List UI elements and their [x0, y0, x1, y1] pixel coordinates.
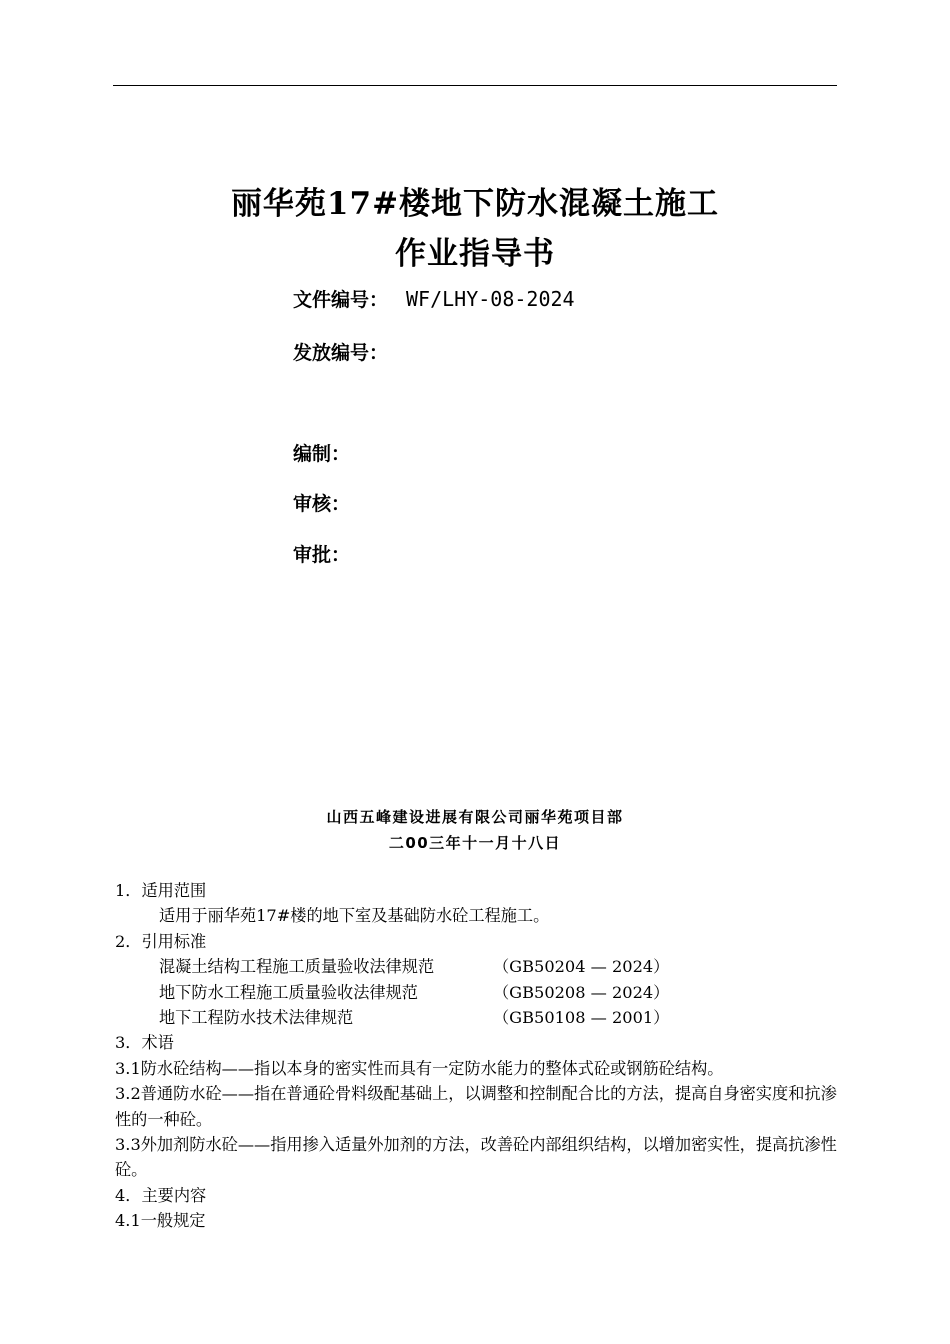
- doc-number-value: WF/LHY-08-2024: [406, 287, 575, 311]
- issue-date: 二00三年十一月十八日: [388, 834, 562, 852]
- reviewed-by-label: 审核：: [293, 493, 351, 515]
- header-rule: [113, 85, 837, 86]
- reference-name: 混凝土结构工程施工质量验收法律规范: [159, 957, 435, 977]
- section-3-heading: 3．术语: [115, 1033, 174, 1053]
- reference-item: [115, 1005, 837, 1030]
- term-3-2: 3.2普通防水砼——指在普通砼骨料级配基础上，以调整和控制配合比的方法，提高自身密实度和抗渗性的一种砼。: [115, 1084, 837, 1129]
- reference-name: 地下防水工程施工质量验收法律规范: [159, 982, 418, 1002]
- reference-name: 地下工程防水技术法律规范: [159, 1008, 354, 1028]
- reference-code: （GB50208 — 2024）: [493, 982, 670, 1002]
- doc-number-label: 文件编号：: [293, 289, 389, 311]
- section-1-text: 适用于丽华苑17#楼的地下室及基础防水砼工程施工。: [159, 906, 550, 926]
- document-body: [115, 878, 837, 1234]
- section-1-heading: 1．适用范围: [115, 881, 207, 900]
- reference-code: （GB50204 — 2024）: [493, 957, 670, 977]
- document-title-line1: 丽华苑17#楼地下防水混凝土施工: [230, 186, 720, 222]
- term-3-1: 3.1防水砼结构——指以本身的密实性而具有一定防水能力的整体式砼或钢筋砼结构。: [115, 1058, 724, 1078]
- subsection-4-1-heading: 4.1一般规定: [115, 1211, 206, 1231]
- reference-item: [115, 980, 837, 1005]
- issue-number-label: 发放编号：: [293, 342, 389, 364]
- doc-number-row: [293, 285, 575, 312]
- section-2-heading: 2．引用标准: [115, 931, 207, 951]
- reference-code: （GB50108 — 2001）: [493, 1008, 670, 1028]
- document-title-line2: 作业指导书: [395, 236, 555, 272]
- organization-name: 山西五峰建设进展有限公司丽华苑项目部: [326, 808, 624, 826]
- term-3-3: 3.3外加剂防水砼——指用掺入适量外加剂的方法，改善砼内部组织结构，以增加密实性，提高抗渗性砼。: [115, 1135, 837, 1180]
- section-4-heading: 4．主要内容: [115, 1185, 207, 1205]
- approved-by-label: 审批：: [293, 544, 351, 566]
- reference-item: [115, 954, 837, 979]
- prepared-by-label: 编制：: [293, 443, 351, 465]
